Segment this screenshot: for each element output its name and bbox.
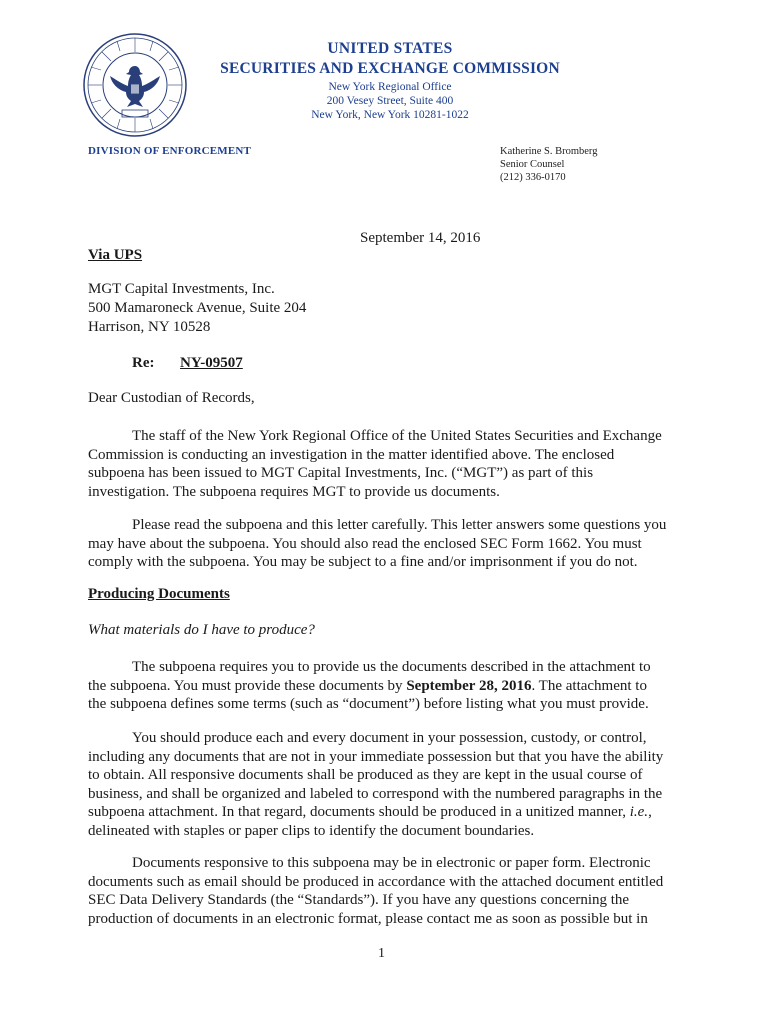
sec-seal-icon bbox=[82, 32, 188, 138]
paragraph-line: You should produce each and every document in your possession, custody, or control, bbox=[132, 730, 647, 746]
ie-abbrev: i.e. bbox=[629, 804, 649, 820]
salutation: Dear Custodian of Records, bbox=[88, 390, 255, 406]
office-name: New York Regional Office bbox=[328, 81, 452, 93]
paragraph-line: business, and shall be organized and labeled to correspond with the numbered paragraphs in the bbox=[88, 785, 663, 802]
paragraph-line: Documents responsive to this subpoena may be in electronic or paper form. Electronic bbox=[132, 855, 651, 871]
paragraph-text: , bbox=[648, 804, 652, 820]
paragraph-read-subpoena bbox=[88, 516, 678, 572]
paragraph-line: delineated with staples or paper clips to identify the document boundaries. bbox=[88, 822, 535, 839]
paragraph-text: . The attachment to bbox=[531, 677, 647, 694]
recipient-line3: Harrison, NY 10528 bbox=[88, 319, 211, 335]
delivery-method: Via UPS bbox=[88, 247, 143, 263]
paragraph-requirements bbox=[88, 658, 678, 714]
paragraph-line: including any documents that are not in your immediate possession but that you have the ability bbox=[88, 748, 664, 765]
paragraph-investigation bbox=[88, 427, 678, 501]
page-number: 1 bbox=[378, 946, 385, 961]
paragraph-line: Please read the subpoena and this letter carefully. This letter answers some questions you bbox=[132, 517, 667, 533]
due-date: September 28, 2016 bbox=[406, 677, 532, 694]
paragraph-line: subpoena has been issued to MGT Capital Investments, Inc. (“MGT”) as part of this bbox=[88, 465, 594, 481]
recipient-line2: 500 Mamaroneck Avenue, Suite 204 bbox=[88, 300, 307, 316]
paragraph-line: The staff of the New York Regional Office of the United States Securities and Exchange bbox=[132, 428, 662, 444]
paragraph-electronic-docs bbox=[88, 854, 678, 928]
paragraph-line: The subpoena requires you to provide us the documents described in the attachment to bbox=[132, 659, 651, 675]
sender-title: Senior Counsel bbox=[500, 159, 565, 170]
paragraph-line: SEC Data Delivery Standards (the “Standards”). If you have any questions concerning the bbox=[88, 892, 630, 908]
paragraph-line: may have about the subpoena. You should also read the enclosed SEC Form 1662. You must bbox=[88, 535, 642, 552]
paragraph-line: Commission is conducting an investigation in the matter identified above. The enclosed bbox=[88, 446, 615, 463]
paragraph-line: production of documents in an electronic format, please contact me as soon as possible but in bbox=[88, 910, 648, 927]
paragraph-text: subpoena attachment. In that regard, documents should be produced in a unitized manner, bbox=[88, 804, 630, 820]
office-city: New York, New York 10281-1022 bbox=[311, 109, 469, 121]
division-name: DIVISION OF ENFORCEMENT bbox=[88, 145, 252, 157]
section-question: What materials do I have to produce? bbox=[88, 622, 315, 638]
agency-name-line1: UNITED STATES bbox=[327, 40, 453, 57]
paragraph-line: the subpoena defines some terms (such as “document”) before listing what you must provide. bbox=[88, 696, 649, 712]
paragraph-production-scope bbox=[88, 729, 678, 840]
office-street: 200 Vesey Street, Suite 400 bbox=[326, 95, 454, 107]
paragraph-text: the subpoena. You must provide these documents by bbox=[88, 677, 407, 694]
paragraph-line: documents such as email should be produced in accordance with the attached document entitled bbox=[88, 873, 664, 890]
sender-phone: (212) 336-0170 bbox=[500, 172, 566, 183]
paragraph-line: to obtain. All responsive documents shall be produced as they are kept in the usual course of bbox=[88, 767, 643, 783]
paragraph-line bbox=[88, 677, 678, 696]
letter-date: September 14, 2016 bbox=[360, 230, 481, 246]
paragraph-line bbox=[88, 803, 678, 822]
agency-name-line2: SECURITIES AND EXCHANGE COMMISSION bbox=[220, 60, 560, 77]
re-matter-number: NY-09507 bbox=[180, 355, 243, 371]
re-label: Re: bbox=[132, 355, 155, 371]
paragraph-line: comply with the subpoena. You may be subject to a fine and/or imprisonment if you do not. bbox=[88, 554, 638, 570]
section-heading: Producing Documents bbox=[88, 586, 230, 602]
recipient-line1: MGT Capital Investments, Inc. bbox=[88, 281, 275, 297]
paragraph-line: investigation. The subpoena requires MGT to provide us documents. bbox=[88, 483, 500, 500]
sender-name: Katherine S. Bromberg bbox=[500, 146, 598, 157]
